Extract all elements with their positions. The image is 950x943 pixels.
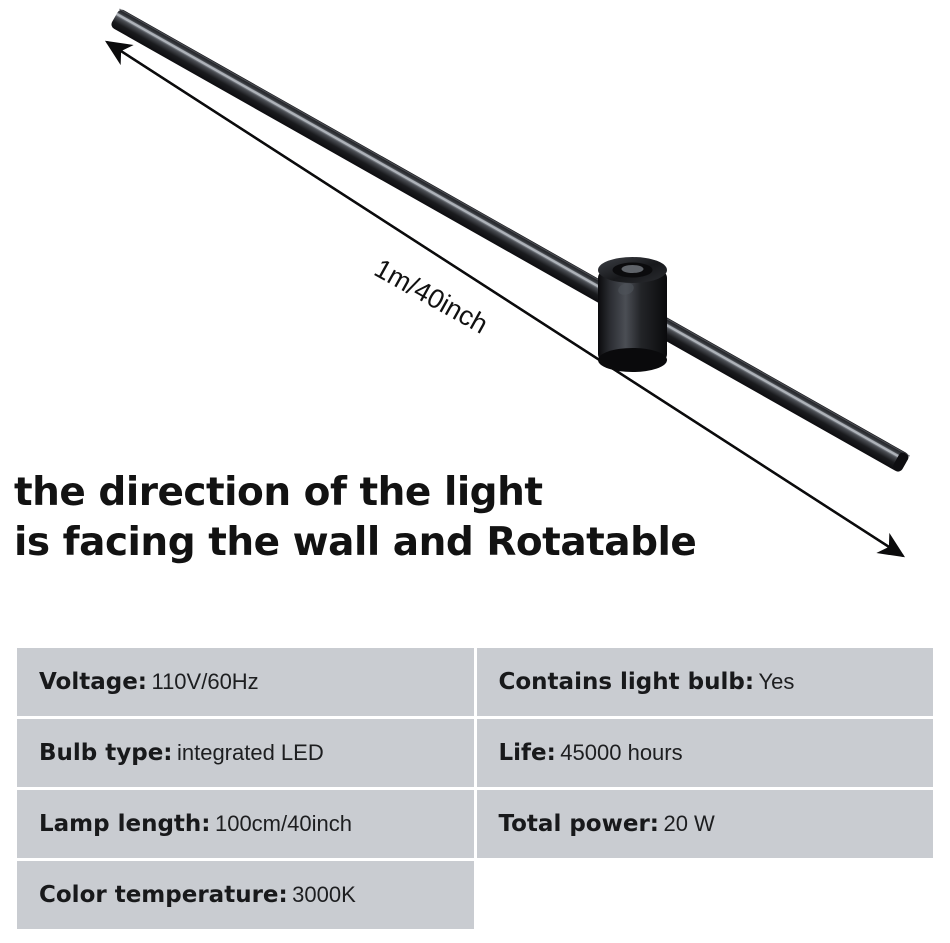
spec-value: 45000 hours (560, 740, 683, 765)
table-row (17, 861, 933, 929)
spec-value: 3000K (292, 882, 356, 907)
spec-cell-color-temperature (17, 861, 474, 929)
spec-key: Color temperature: (39, 882, 288, 908)
spec-cell-contains-bulb (477, 648, 934, 716)
spec-key: Total power: (498, 811, 659, 837)
spec-key: Life: (498, 740, 556, 766)
spec-cell-voltage (17, 648, 474, 716)
dimension-label: 1m/40inch (369, 253, 493, 340)
table-row (17, 790, 933, 858)
spec-value: Yes (758, 669, 795, 694)
spec-key: Lamp length: (39, 811, 211, 837)
spec-value: 100cm/40inch (214, 811, 352, 836)
spec-cell-life (477, 719, 934, 787)
specifications-table (14, 645, 936, 932)
spec-key: Contains light bulb: (498, 669, 755, 695)
spec-value: 110V/60Hz (151, 669, 259, 694)
spec-value: integrated LED (176, 740, 324, 765)
spec-key: Voltage: (39, 669, 148, 695)
spec-cell-total-power (477, 790, 934, 858)
table-row (17, 648, 933, 716)
table-row (17, 719, 933, 787)
headline-line-2: is facing the wall and Rotatable (14, 520, 697, 565)
spec-cell-empty (477, 861, 934, 929)
headline (14, 468, 714, 568)
spec-value: 20 W (663, 811, 715, 836)
spec-key: Bulb type: (39, 740, 173, 766)
lamp-bar (110, 8, 911, 473)
spec-cell-lamp-length (17, 790, 474, 858)
rotatable-head (598, 257, 667, 372)
spec-cell-bulb-type (17, 719, 474, 787)
headline-line-1: the direction of the light (14, 470, 543, 515)
